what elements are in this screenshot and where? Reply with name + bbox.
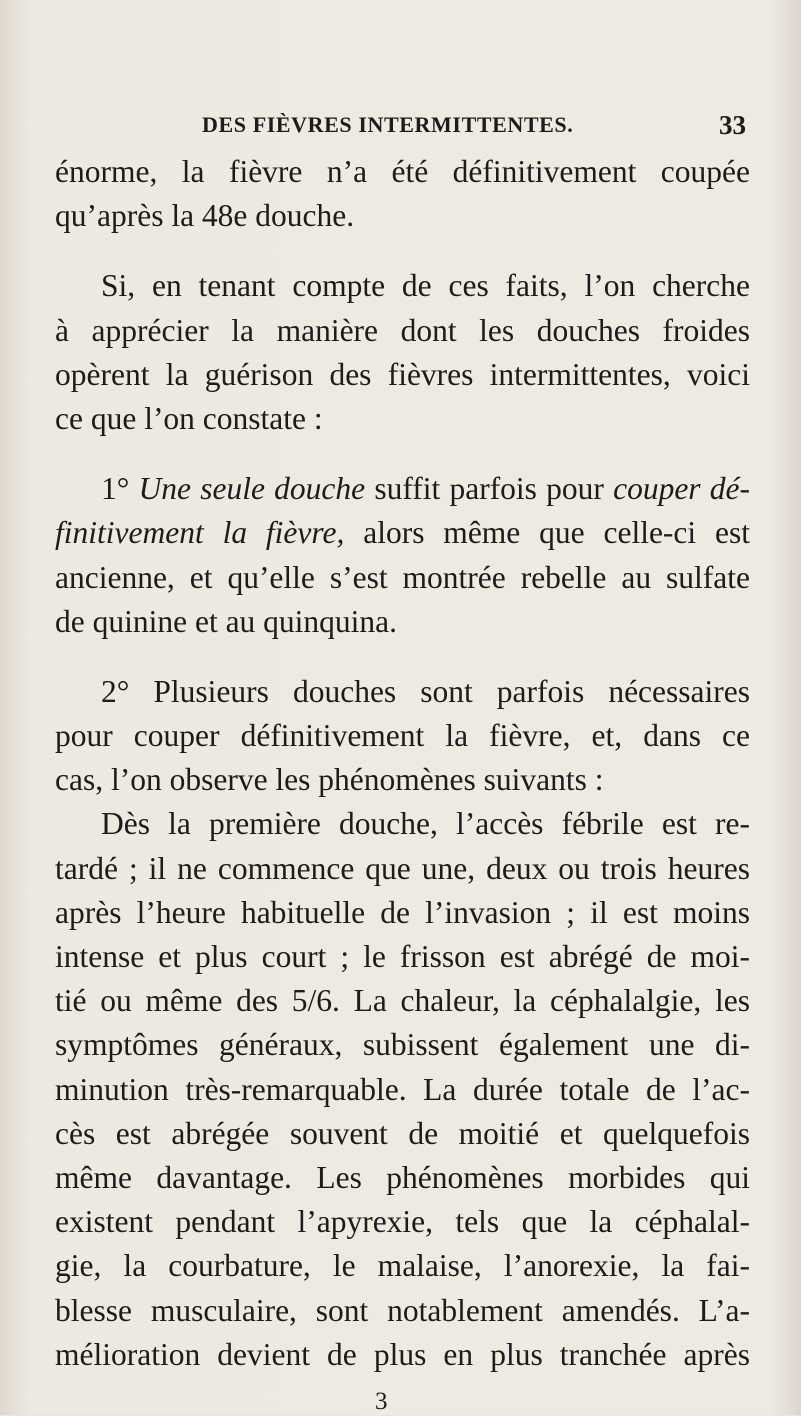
text-line: ce que l’on constate : xyxy=(55,400,323,436)
text-line: blesse musculaire, sont notablement amendés. L’a- xyxy=(55,1292,750,1328)
text-line: intense et plus court ; le frisson est abrégé de moi- xyxy=(55,939,750,974)
text-line: mélioration devient de plus en plus tranchée après xyxy=(55,1336,750,1372)
text-line: à apprécier la manière dont les douches froides xyxy=(55,312,750,348)
text-line: minution très-remarquable. La durée totale de l’ac- xyxy=(55,1071,750,1107)
paragraph-gap xyxy=(55,238,750,264)
text-line: tié ou même des 5/6. La chaleur, la céphalalgie, les xyxy=(55,983,750,1019)
text-line xyxy=(55,511,750,555)
text-line: même davantage. Les phénomènes morbides qui xyxy=(55,1159,750,1195)
text-line: ancienne, et qu’elle s’est montrée rebelle au sulfate xyxy=(55,559,750,595)
text-line: pour couper définitivement la fièvre, et, dans ce xyxy=(55,718,750,754)
text-line: de quinine et au quinquina. xyxy=(55,603,398,639)
text-line: symptômes généraux, subissent également une di- xyxy=(55,1027,750,1063)
running-head xyxy=(0,112,801,142)
text-line: Dès la première douche, l’accès fébrile est re- xyxy=(101,806,750,842)
text-line xyxy=(55,467,750,511)
signature-mark: 3 xyxy=(375,1388,388,1415)
italic-phrase: Une seule douche xyxy=(138,471,366,507)
text-line: gie, la courbature, le malaise, l’anorexie, la fai- xyxy=(55,1248,750,1284)
page-number: 33 xyxy=(719,110,746,140)
text-fragment: alors même que celle-ci est xyxy=(363,515,751,551)
text-line: énorme, la fièvre n’a été définitivement coupée xyxy=(55,154,750,189)
paragraph-gap xyxy=(55,644,750,670)
text-line: opèrent la guérison des fièvres intermittentes, voici xyxy=(55,356,750,392)
italic-phrase: finitivement la fièvre, xyxy=(55,515,345,551)
text-line: tardé ; il ne commence que une, deux ou trois heures xyxy=(55,850,750,886)
text-line: 2° Plusieurs douches sont parfois nécessaires xyxy=(101,673,750,709)
text-line: cas, l’on observe les phénomènes suivants : xyxy=(55,762,604,798)
text-line: existent pendant l’apyrexie, tels que la céphalal- xyxy=(55,1204,750,1240)
paragraph-gap xyxy=(55,441,750,467)
text-line: qu’après la 48e douche. xyxy=(55,198,355,234)
text-fragment: suffit parfois pour xyxy=(374,471,604,507)
running-title: DES FIÈVRES INTERMITTENTES. xyxy=(202,112,574,137)
body-text xyxy=(55,150,750,1377)
italic-phrase: couper dé- xyxy=(613,471,750,507)
list-number: 1° xyxy=(101,471,130,507)
text-line: cès est abrégée souvent de moitié et quelquefois xyxy=(55,1115,750,1151)
text-line: Si, en tenant compte de ces faits, l’on cherche xyxy=(101,268,750,304)
text-line: après l’heure habituelle de l’invasion ; il est moins xyxy=(55,894,750,930)
